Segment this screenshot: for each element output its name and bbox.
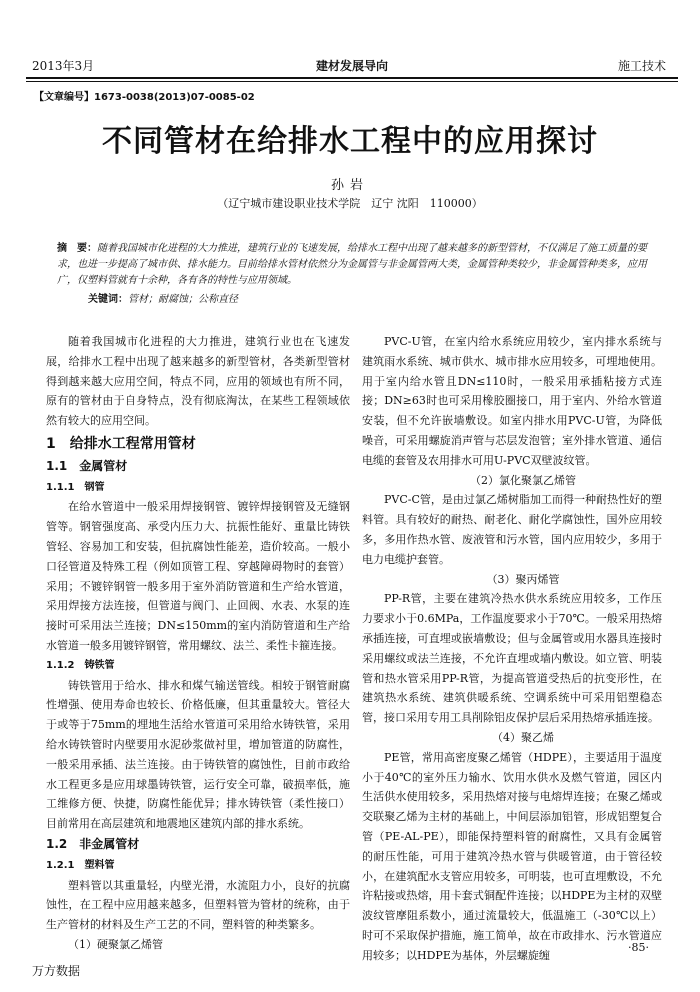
intro-paragraph: 随着我国城市化进程的大力推进，建筑行业也在飞速发展，给排水工程中出现了越来越多的新型管材，各类新型管材得到越来越大应用空间，特点不同，应用的领域也有所不同，原有的管材由于自身特点，没有彻底淘汰，在某些工程领域依然有较大的应用空间。 — [46, 335, 350, 428]
pvcc-subheading: （2）氯化聚氯乙烯管 — [470, 473, 576, 487]
affiliation: （辽宁城市建设职业技术学院 辽宁 沈阳 110000） — [217, 197, 483, 210]
author-name: 孙岩 — [330, 178, 369, 193]
left-column — [46, 332, 350, 955]
keywords-text: 管材；耐腐蚀；公称直径 — [128, 294, 238, 305]
pvcc-paragraph: PVC-C管，是由过氯乙烯树脂加工而得一种耐热性好的塑料管。具有较好的耐热、耐老化、耐化学腐蚀性，国外应用较多，多用作热水管、废液管和污水管，国内应用较少，多用于电力电缆护套管。 — [362, 493, 662, 566]
plastic-paragraph: 塑料管以其重量轻，内壁光滑，水流阻力小，良好的抗腐蚀性，在工程中应用越来越多，但塑料管为管材的统称，由于生产管材的材料及生产工艺的不同，塑料管的种类繁多。 — [46, 878, 350, 932]
pe-paragraph: PE管，常用高密度聚乙烯管（HDPE），主要适用于温度小于40℃的室外压力输水、饮用水供水及燃气管道，园区内生活供水使用较多，采用热熔对接与电熔焊连接；在聚乙烯或交联聚乙烯为主材的基础上，中间层添加铝管，形成铝塑复合管（PE-AL-PE），即能保持塑料管的耐腐性，又具有金属管的耐压性能，可用于建筑冷热水管与供暖管道，由于管径较小，在建筑配水支管应用较多，可明装，也可直埋敷设，不允许粘接或热熔，用卡套式铜配件连接；以HDPE为主材的双壁波纹管摩阻系数小，通过流量较大，低温施工（-30℃以上）时可不采取保护措施，施工简单，故在市政排水、污水管道应用较多；以HDPE为基体，外层螺旋缠 — [362, 750, 662, 962]
article-number: 【文章编号】1673-0038(2013)07-0085-02 — [34, 92, 255, 103]
footer-source: 万方数据 — [32, 964, 81, 978]
right-column — [362, 332, 662, 966]
paper-title: 不同管材在给排水工程中的应用探讨 — [102, 124, 598, 159]
header-section: 施工技术 — [617, 59, 666, 73]
keywords-label: 关键词： — [88, 294, 128, 305]
subsubsection-heading-steel: 1.1.1 钢管 — [46, 481, 105, 493]
subsubsection-heading-plastic: 1.2.1 塑料管 — [46, 859, 115, 871]
steel-paragraph: 在给水管道中一般采用焊接钢管、镀锌焊接钢管及无缝钢管等。钢管强度高、承受内压力大、抗振性能好、重量比铸铁管轻、容易加工和安装，但抗腐蚀性能差，造价较高。一般小口径管道及特殊工程（例如顶管工程、穿越障碍物时的套管）采用；不镀锌钢管一般多用于室外消防管道和生产给水管道，采用焊接方法连接，但管道与阀门、止回阀、水表、水泵的连接时可采用法兰连接；DN≤150mm的室内消防管道和生产给水管道一般多用镀锌钢管，常用螺纹、法兰、柔性卡箍连接。 — [46, 500, 350, 652]
abstract-text: 随着我国城市化进程的大力推进，建筑行业的飞速发展，给排水工程中出现了越来越多的新型管材，不仅满足了施工质量的要求，也进一步提高了城市供、排水能力。目前给排水管材依然分为金属管与非金属管两大类，金属管种类较少，非金属管种类多，应用广，仅塑料管就有十余种，各有各的特性与应用领域。 — [57, 243, 647, 286]
ppr-paragraph: PP-R管，主要在建筑冷热水供水系统应用较多，工作压力要求小于0.6MPa，工作温度要求小于70℃。一般采用热熔承插连接，可直埋或嵌墙敷设；但与金属管或用水器具连接时采用螺纹或法兰连接，不允许直埋或墙内敷设。如立管、明装管和热水管采用PP-R管，为提高管道受热后的抗变形性，在建筑热水系统、建筑供暖系统、空调系统中可采用铝塑稳态管，接口采用专用工具削除铝皮保护层后采用热熔承插连接。 — [362, 592, 662, 725]
keywords — [88, 290, 648, 305]
abstract — [57, 241, 649, 289]
header-journal: 建材发展导向 — [315, 59, 388, 73]
section-heading: 1 给排水工程常用管材 — [46, 435, 196, 452]
subsection-heading-nonmetal: 1.2 非金属管材 — [46, 836, 140, 851]
header-date: 2013年3月 — [32, 59, 95, 73]
pvcu-paragraph: PVC-U管，在室内给水系统应用较少，室内排水系统与建筑雨水系统、城市供水、城市排水应用较多，可埋地使用。用于室内给水管且DN≤110时，一般采用承插粘接方式连接；DN≥63时也可采用橡胶圈接口，用于室内、外给水管道安装，但不允许嵌墙敷设。如室内排水用PVC-U管，为降低噪音，可采用螺旋消声管与芯层发泡管；室外排水管道、通信电缆的套管及农用排水可用U-PVC双壁波纹管。 — [362, 335, 662, 467]
page-number: ·85· — [628, 941, 649, 954]
cast-iron-paragraph: 铸铁管用于给水、排水和煤气输送管线。相较于钢管耐腐性增强、使用寿命也较长、价格低廉，但其重量较大。管径大于或等于75mm的埋地生活给水管道可采用给水铸铁管，采用给水铸铁管时内壁要用水泥砂浆做衬里，增加管道的防腐性，一般采用承插、法兰连接。由于铸铁管的腐蚀性，目前市政给水工程更多是应用球墨铸铁管，运行安全可靠，破损率低，施工维修方便、快捷，防腐性能优异；排水铸铁管（柔性接口）目前常用在高层建筑和地震地区建筑内部的排水系统。 — [46, 678, 350, 831]
pe-subheading: （4）聚乙烯 — [492, 730, 554, 744]
abstract-label: 摘 要： — [57, 243, 97, 254]
subsubsection-heading-cast-iron: 1.1.2 铸铁管 — [46, 659, 115, 671]
pvcu-subheading: （1）硬聚氯乙烯管 — [68, 937, 163, 951]
ppr-subheading: （3）聚丙烯管 — [486, 572, 560, 586]
running-header — [26, 58, 678, 78]
header-rule-thick — [26, 77, 678, 79]
subsection-heading-metal: 1.1 金属管材 — [46, 458, 128, 473]
header-rule-thin — [26, 81, 678, 82]
